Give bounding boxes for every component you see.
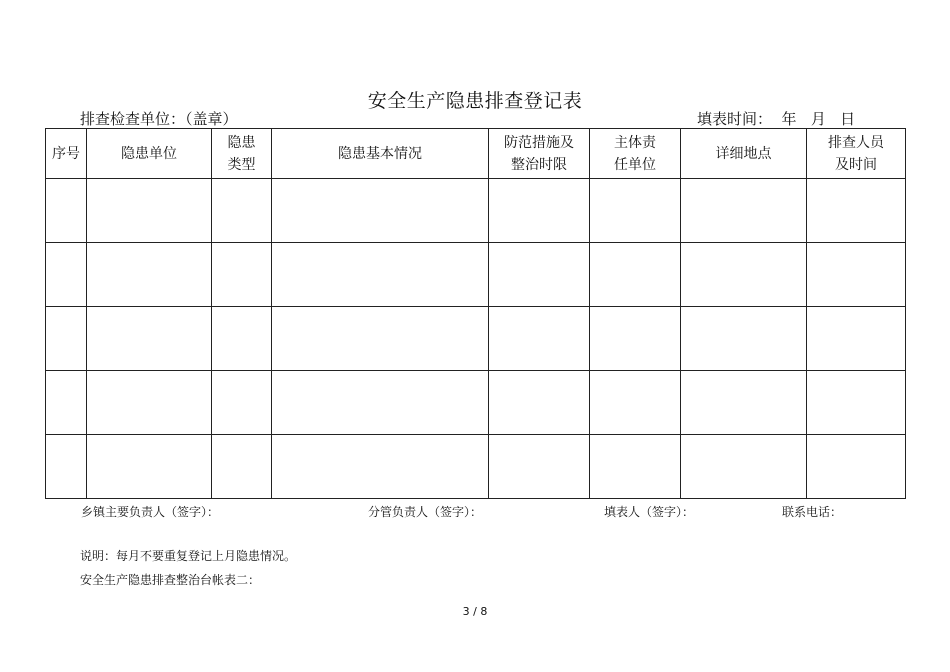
table-cell[interactable] xyxy=(272,435,489,499)
table-row xyxy=(46,307,906,371)
table-header-row xyxy=(46,129,906,179)
table-cell[interactable] xyxy=(212,371,272,435)
header-hazard-unit: 隐患单位 xyxy=(87,129,212,179)
table-cell[interactable] xyxy=(807,435,906,499)
header-hazard-type: 隐患 类型 xyxy=(212,129,272,179)
table-cell[interactable] xyxy=(807,307,906,371)
table-cell[interactable] xyxy=(46,243,87,307)
table-cell[interactable] xyxy=(212,307,272,371)
table-cell[interactable] xyxy=(590,371,681,435)
table-cell[interactable] xyxy=(681,371,807,435)
table-row xyxy=(46,179,906,243)
table-cell[interactable] xyxy=(489,435,590,499)
table-cell[interactable] xyxy=(87,435,212,499)
table-cell[interactable] xyxy=(807,371,906,435)
table-row xyxy=(46,243,906,307)
form-filler-signature-label: 填表人（签字）： xyxy=(604,505,695,519)
table-cell[interactable] xyxy=(590,307,681,371)
table-cell[interactable] xyxy=(87,179,212,243)
table-cell[interactable] xyxy=(87,307,212,371)
table-cell[interactable] xyxy=(272,243,489,307)
table-row xyxy=(46,435,906,499)
header-serial-number: 序号 xyxy=(46,129,87,179)
table-cell[interactable] xyxy=(272,307,489,371)
table-cell[interactable] xyxy=(590,179,681,243)
table-cell[interactable] xyxy=(489,243,590,307)
contact-phone-label: 联系电话： xyxy=(782,505,843,519)
table-cell[interactable] xyxy=(272,179,489,243)
deputy-in-charge-signature-label: 分管负责人（签字）： xyxy=(368,505,483,519)
table-cell[interactable] xyxy=(212,179,272,243)
table-cell[interactable] xyxy=(87,243,212,307)
explanation-note: 说明：每月不要重复登记上月隐患情况。 xyxy=(80,549,297,563)
header-prevention-measures-deadline: 防范措施及 整治时限 xyxy=(489,129,590,179)
township-head-signature-label: 乡镇主要负责人（签字）： xyxy=(81,505,220,519)
table-cell[interactable] xyxy=(212,243,272,307)
table-cell[interactable] xyxy=(489,307,590,371)
table-cell[interactable] xyxy=(46,371,87,435)
table-cell[interactable] xyxy=(807,243,906,307)
header-responsible-unit: 主体责 任单位 xyxy=(590,129,681,179)
table-cell[interactable] xyxy=(46,179,87,243)
table-cell[interactable] xyxy=(590,243,681,307)
next-form-heading: 安全生产隐患排查整治台帐表二： xyxy=(80,573,261,587)
table-cell[interactable] xyxy=(46,307,87,371)
table-cell[interactable] xyxy=(489,179,590,243)
table-cell[interactable] xyxy=(681,435,807,499)
document-title: 安全生产隐患排查登记表 xyxy=(367,90,583,112)
table-cell[interactable] xyxy=(46,435,87,499)
table-cell[interactable] xyxy=(87,371,212,435)
table-cell[interactable] xyxy=(272,371,489,435)
header-hazard-basic-situation: 隐患基本情况 xyxy=(272,129,489,179)
table-cell[interactable] xyxy=(681,243,807,307)
table-cell[interactable] xyxy=(489,371,590,435)
table-cell[interactable] xyxy=(681,307,807,371)
page-number: 3 / 8 xyxy=(462,605,488,618)
table-cell[interactable] xyxy=(807,179,906,243)
table-cell[interactable] xyxy=(590,435,681,499)
hazard-register-table xyxy=(45,128,906,499)
fill-time-label: 填表时间： 年 月 日 xyxy=(697,110,856,128)
table-row xyxy=(46,371,906,435)
header-detailed-location: 详细地点 xyxy=(681,129,807,179)
table-cell[interactable] xyxy=(681,179,807,243)
header-inspector-and-time: 排查人员 及时间 xyxy=(807,129,906,179)
table-cell[interactable] xyxy=(212,435,272,499)
inspecting-unit-label: 排查检查单位：（盖章） xyxy=(80,110,238,128)
